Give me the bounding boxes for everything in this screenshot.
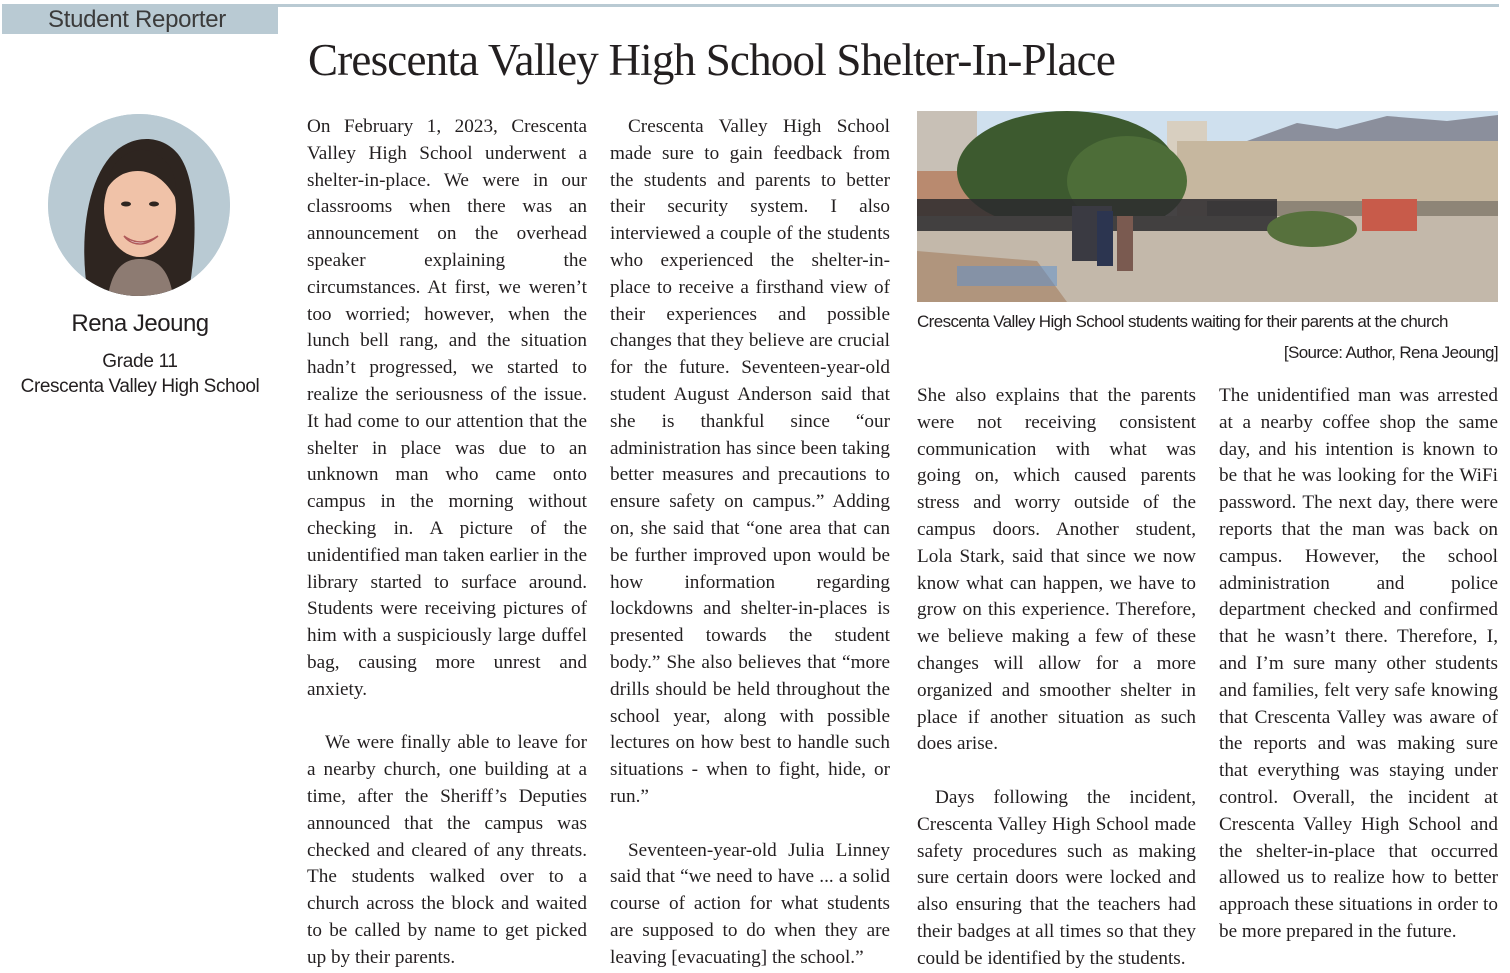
author-school: Crescenta Valley High School <box>20 376 260 397</box>
author-avatar <box>48 114 230 296</box>
header-rule <box>278 4 1499 7</box>
article-column-4 <box>1219 383 1498 946</box>
paragraph: Days following the incident, Crescenta Valley High School made safety procedures such as making sure certain doors were locked and also ensuring that the teachers had their badges at all times so that they could be identified by the students. <box>917 786 1196 969</box>
article-column-2 <box>610 114 890 972</box>
article-column-3 <box>917 383 1196 973</box>
paragraph: The unidentified man was arrested at a nearby coffee shop the same day, and his intention is known to be that he was looking for the WiFi password. The next day, there were reports that the man was back on campus. However, the school administration and police department checked and confirmed that he wasn’t there. Therefore, I, and I’m sure many other students and families, felt very safe knowing that Crescenta Valley was aware of the reports and was making sure that everything was staying under control. Overall, the incident at Crescenta Valley High School and the shelter-in-place that occurred allowed us to realize how to better approach these situations in order to be more prepared in the future. <box>1219 385 1498 942</box>
article-column-1 <box>307 114 587 972</box>
author-portrait-icon <box>48 114 230 296</box>
headline: Crescenta Valley High School Shelter-In-Place <box>308 35 1116 85</box>
paragraph: She also explains that the parents were not receiving consistent communication with what was going on, which caused parents stress and worry outside of the campus doors. Another student, Lola Stark, said that since we now know what can happen, we have to grow on this experience. Therefore, we believe making a few of these changes will allow for a more organized and smoother shelter in place if another situation as such does arise. <box>917 385 1196 755</box>
paragraph: On February 1, 2023, Crescenta Valley High School underwent a shelter-in-place. We were in our classrooms when there was an announcement on the overhead speaker explaining the circumstances. At first, we weren’t too worried; however, when the lunch bell rang, and the situation hadn’t progressed, we started to realize the seriousness of the issue. It had come to our attention that the shelter in place was due to an unknown man who came onto campus in the morning without checking in. A picture of the unidentified man taken earlier in the library started to surface around. Students were receiving pictures of him with a suspiciously large duffel bag, causing more unrest and anxiety. <box>307 116 587 700</box>
author-name: Rena Jeoung <box>71 310 209 337</box>
author-grade: Grade 11 <box>102 351 178 372</box>
photo-caption: Crescenta Valley High School students waiting for their parents at the church <box>917 312 1448 331</box>
article-photo <box>917 111 1498 302</box>
paragraph: Seventeen-year-old Julia Linney said that “we need to have ... a solid course of action for what students are supposed to do when they are leaving [evacuating] the school.” <box>610 839 890 968</box>
students-at-church-photo-icon <box>917 111 1498 302</box>
paragraph: Crescenta Valley High School made sure to gain feedback from the students and parents to better their security system. I also interviewed a couple of the students who experienced the shelter-in-place to receive a firsthand view of their experiences and possible changes that they believe are crucial for the future. Seventeen-year-old student August Anderson said that she is thankful since “our administration has since been taking better measures and precautions to ensure safety on campus.” Adding on, she said that “one area that can be further improved upon would be how information regarding lockdowns and shelter-in-places is presented towards the student body.” She also believes that “more drills should be held throughout the school year, along with possible lectures on how best to handle such situations - when to fight, hide, or run.” <box>610 116 890 807</box>
section-tab: Student Reporter <box>2 4 278 34</box>
photo-source: [Source: Author, Rena Jeoung] <box>1283 343 1498 362</box>
paragraph: We were finally able to leave for a nearby church, one building at a time, after the Sheriff’s Deputies announced that the campus was checked and cleared of any threats. The students walked over to a church across the block and waited to be called by name to get picked up by their parents. <box>307 732 587 968</box>
